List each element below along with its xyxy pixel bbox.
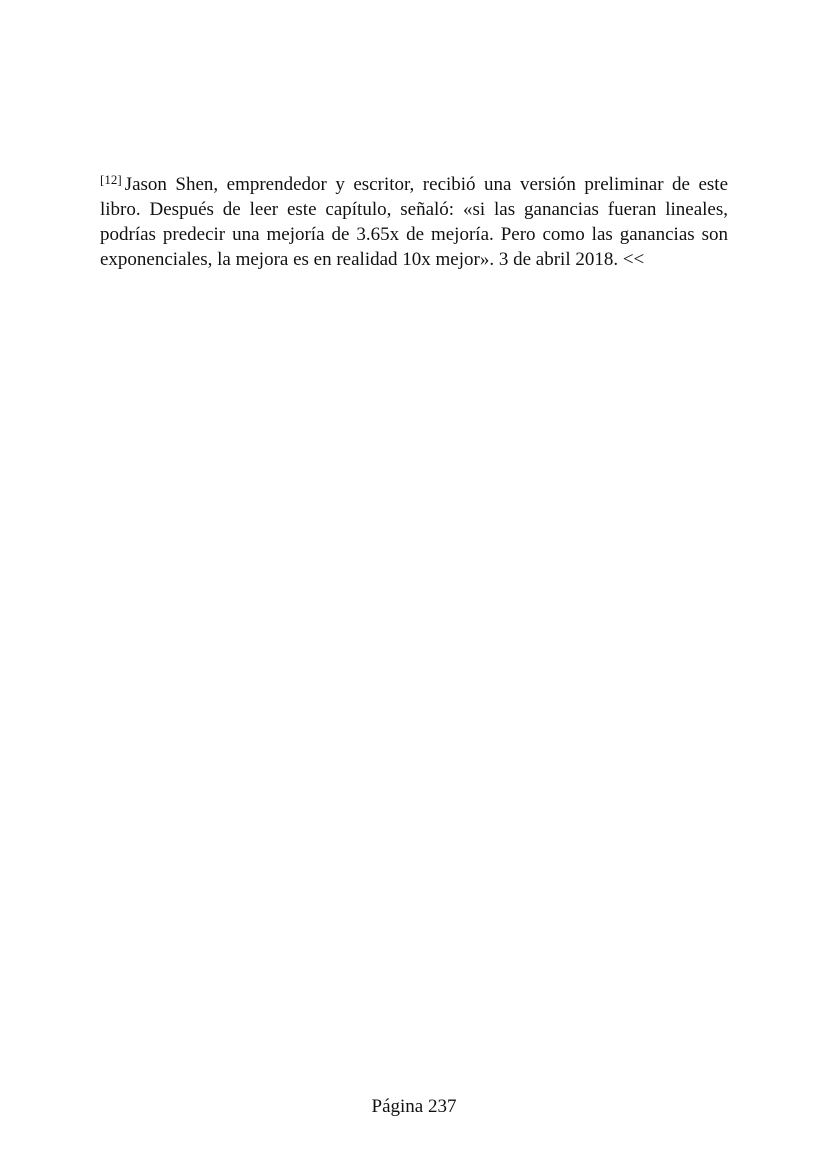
footnote [100, 172, 728, 272]
footnote-back-link[interactable]: << [622, 249, 645, 270]
page-number: Página 237 [371, 1096, 457, 1117]
footnote-marker: [12] [100, 172, 122, 187]
footnote-text: Jason Shen, emprendedor y escritor, recibió una versión preliminar de este libro. Después de leer este capítulo, señaló: «si las ganancias fueran lineales, podrías predecir una mejoría de 3.65x de mejoría. Pero como las ganancias son exponenciales, la mejora es en realidad 10x mejor». 3 de abril 2018. [100, 174, 728, 270]
